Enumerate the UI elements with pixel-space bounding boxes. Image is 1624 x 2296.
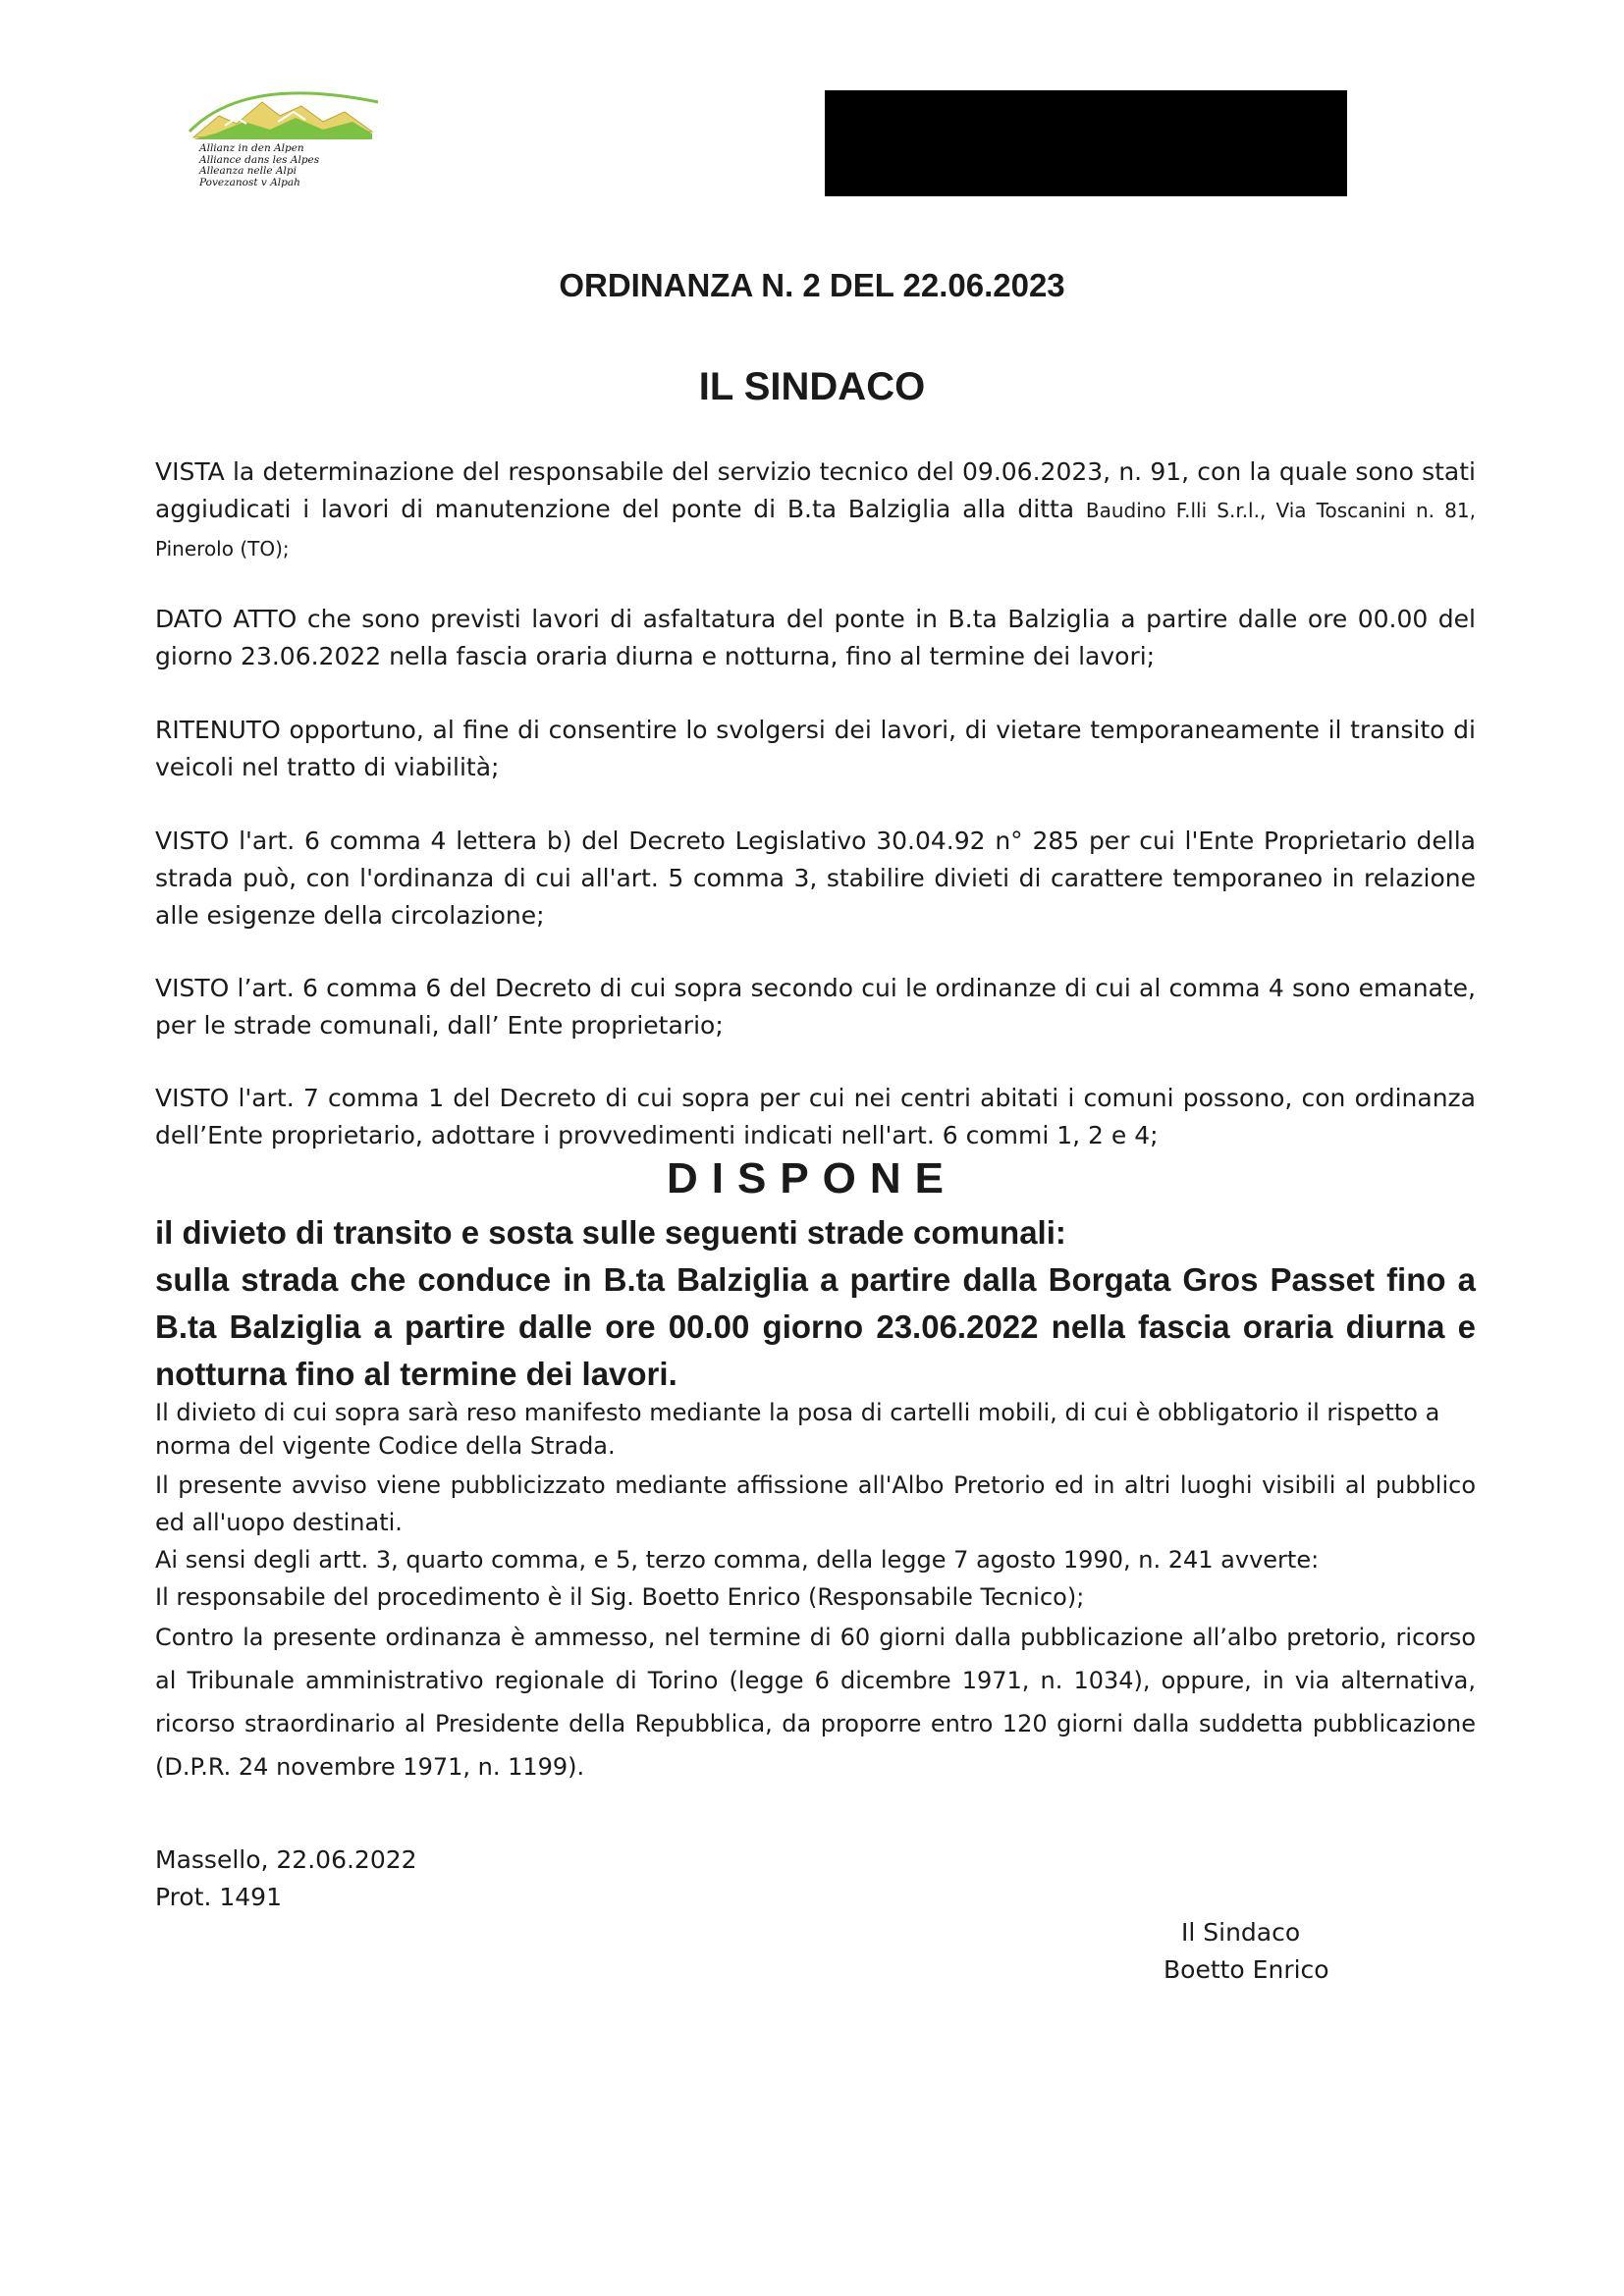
premise-visto-1: VISTO l'art. 6 comma 4 lettera b) del Decreto Legislativo 30.04.92 n° 285 per cui l'Ente Proprietario della strada può, con l'ordinanza di cui all'art. 5 comma 3, stabilire divieti di carattere temporaneo in relazione alle esigenze della circolazione; <box>155 827 1476 930</box>
signature-role: Il Sindaco <box>1181 1918 1301 1947</box>
logo-line-sl: Povezanost v Alpah <box>199 176 300 188</box>
signature-name: Boetto Enrico <box>1164 1955 1329 1984</box>
premise-dato-atto: DATO ATTO che sono previsti lavori di asfaltatura del ponte in B.ta Balziglia a partire dalle ore 00.00 del giorno 23.06.2022 nella fascia oraria diurna e notturna, fino al termine dei lavori; <box>155 605 1476 670</box>
logo-line-it: Alleanza nelle Alpi <box>199 165 297 177</box>
dispone-line-2: sulla strada che conduce in B.ta Balziglia a partire dalla Borgata Gros Passet fino a B.ta Balziglia a partire dalle ore 00.00 giorno 23.06.2022 nella fascia oraria diurna e notturna fino al termine dei lavori. <box>155 1261 1476 1392</box>
premise-ritenuto: RITENUTO opportuno, al fine di consentire lo svolgersi dei lavori, di vietare temporaneamente il transito di veicoli nel tratto di viabilità; <box>155 716 1476 781</box>
place-date-block <box>155 1842 417 1916</box>
logo-caption <box>199 143 386 188</box>
redacted-block <box>825 90 1347 196</box>
mountain-logo-icon <box>186 82 382 143</box>
premise-vista-company: Baudino F.lli S.r.l., Via Toscanini n. 81, Pinerolo (TO); <box>155 499 1476 561</box>
premise-vista-text: VISTA la determinazione del responsabile del servizio tecnico del 09.06.2023, n. 91, con la quale sono stati aggiudicati i lavori di manutenzione del ponte di B.ta Balziglia alla ditta <box>155 457 1476 523</box>
note-responsabile: Il responsabile del procedimento è il Sig. Boetto Enrico (Responsabile Tecnico); <box>155 1583 1085 1611</box>
dispone-heading: DISPONE <box>666 1154 958 1202</box>
document-subtitle: IL SINDACO <box>698 365 926 408</box>
note-albo: Il presente avviso viene pubblicizzato mediante affissione all'Albo Pretorio ed in altri luoghi visibili al pubblico ed all'uopo destinati. <box>155 1471 1476 1536</box>
place-date: Massello, 22.06.2022 <box>155 1845 417 1874</box>
note-ricorso: Contro la presente ordinanza è ammesso, nel termine di 60 giorni dalla pubblicazione all’albo pretorio, ricorso al Tribunale amministrativo regionale di Torino (legge 6 dicembre 1971, n. 1034), oppure, in via alternativa, ricorso straordinario al Presidente della Repubblica, da proporre entro 120 giorni dalla suddetta pubblicazione (D.P.R. 24 novembre 1971, n. 1199). <box>155 1624 1476 1781</box>
premise-visto-2: VISTO l’art. 6 comma 6 del Decreto di cui sopra secondo cui le ordinanze di cui al comma 4 sono emanate, per le strade comunali, dall’ Ente proprietario; <box>155 974 1476 1040</box>
notes-block <box>155 1396 1476 1789</box>
signature-block <box>1164 1914 1329 1989</box>
premise-visto-3: VISTO l'art. 7 comma 1 del Decreto di cui sopra per cui nei centri abitati i comuni possono, con ordinanza dell’Ente proprietario, adottare i provvedimenti indicati nell'art. 6 commi 1, 2 e 4; <box>155 1084 1476 1149</box>
dispone-block <box>155 1209 1476 1398</box>
note-cartelli: Il divieto di cui sopra sarà reso manifesto mediante la posa di cartelli mobili, di cui è obbligatorio il rispetto a norma del vigente Codice della Strada. <box>155 1399 1440 1460</box>
logo-line-fr: Alliance dans les Alpes <box>199 153 320 166</box>
document-title: ORDINANZA N. 2 DEL 22.06.2023 <box>559 267 1065 303</box>
premise-vista <box>155 454 1476 567</box>
logo-line-de: Allianz in den Alpen <box>199 142 304 154</box>
alliance-logo <box>180 82 386 198</box>
dispone-line-1: il divieto di transito e sosta sulle seguenti strade comunali: <box>155 1214 1066 1251</box>
note-legge: Ai sensi degli artt. 3, quarto comma, e 5, terzo comma, della legge 7 agosto 1990, n. 241 avverte: <box>155 1546 1320 1574</box>
protocol-number: Prot. 1491 <box>155 1883 282 1911</box>
